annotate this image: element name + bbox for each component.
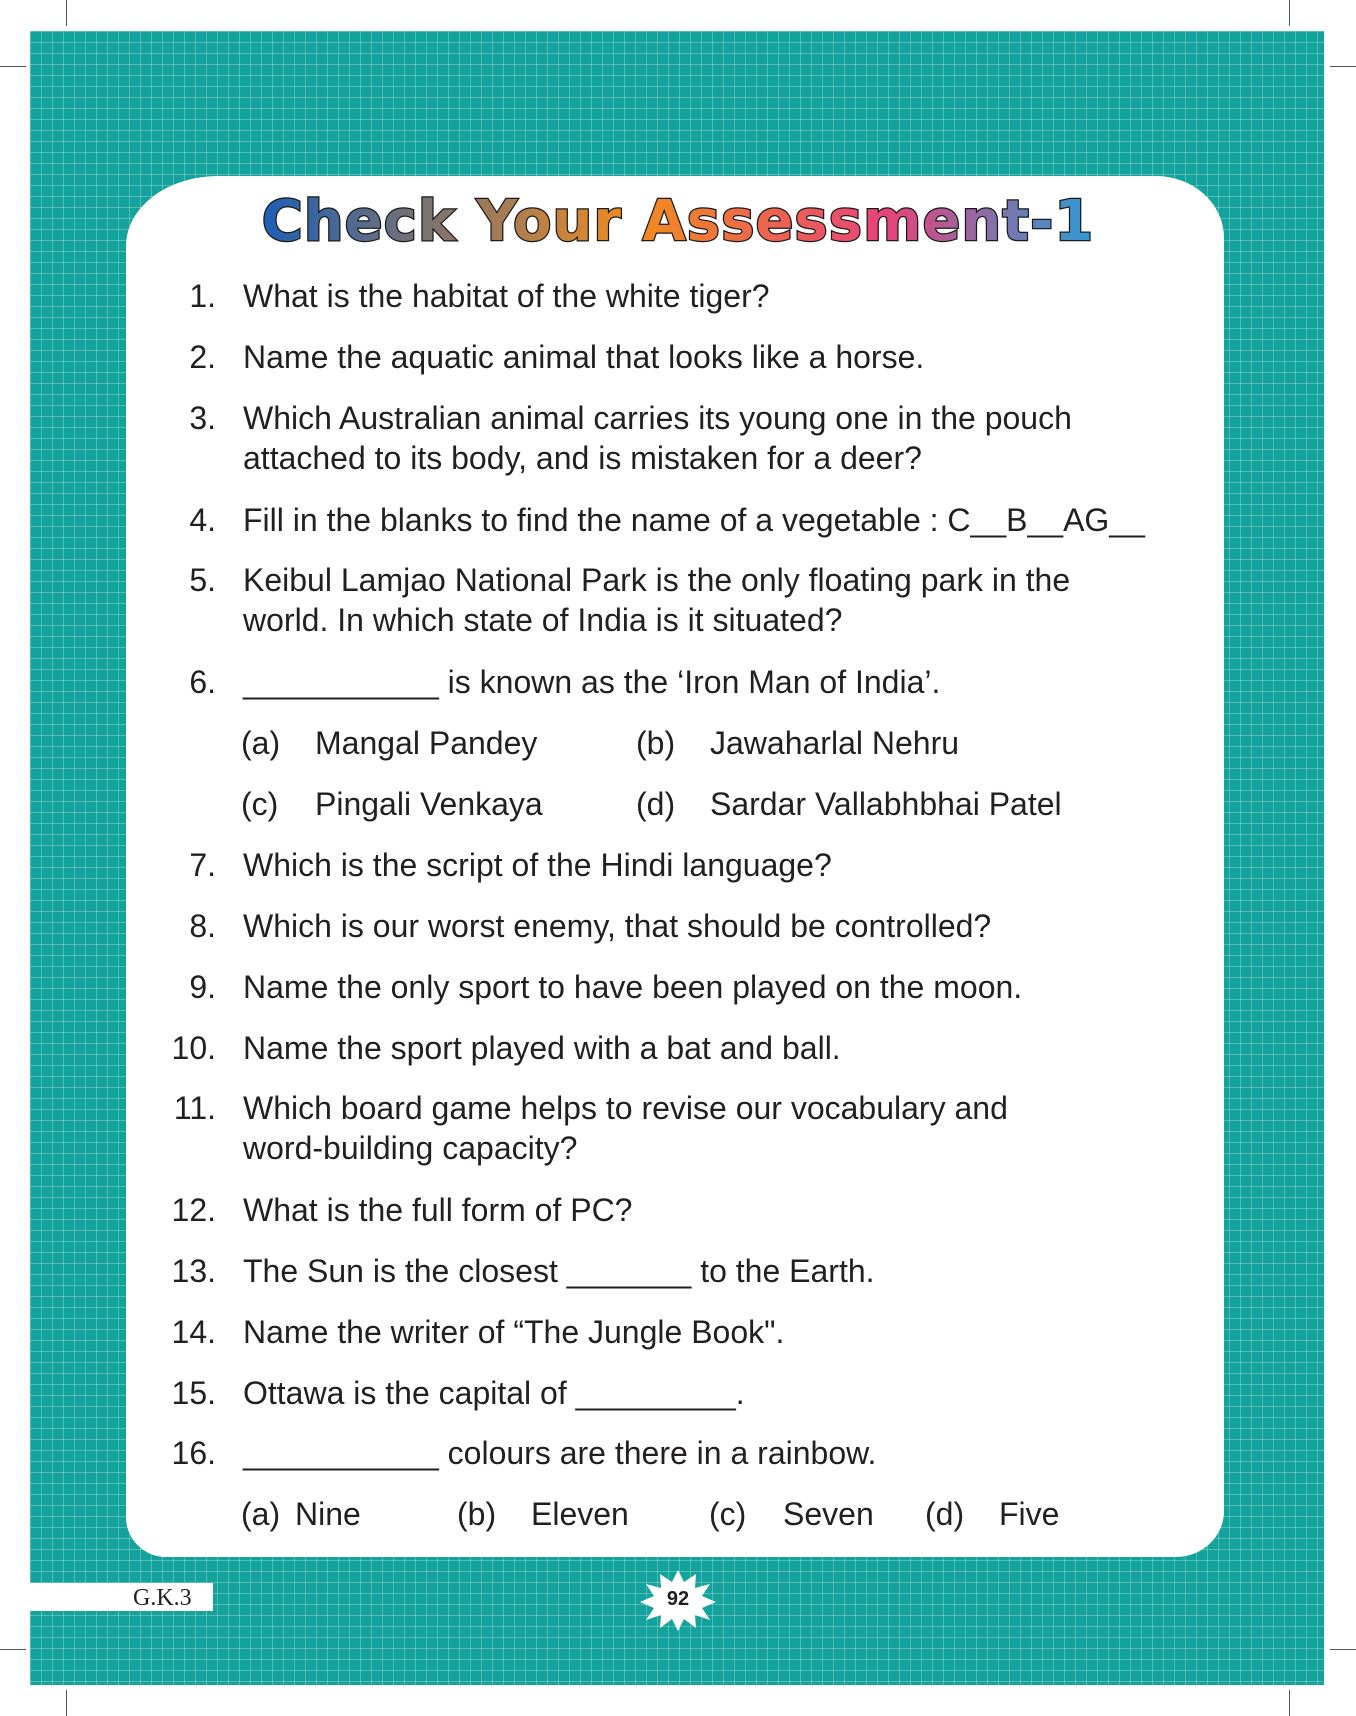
- option-label: (d): [925, 1496, 965, 1532]
- option-text: Eleven: [531, 1496, 629, 1532]
- question-number: 13.: [171, 1253, 216, 1289]
- option-label: (a): [241, 725, 281, 761]
- option-label: (d): [636, 786, 676, 822]
- page-title-svg: [218, 186, 1138, 256]
- option-6a: [241, 723, 537, 763]
- question-line: Which Australian animal carries its young one in the pouch: [243, 400, 1072, 436]
- question-line: ___________ is known as the ‘Iron Man of India’.: [243, 664, 941, 700]
- page-number: 92: [666, 1588, 690, 1610]
- option-6d: [636, 784, 1062, 824]
- option-label: (a): [241, 1496, 281, 1532]
- option-16c: [709, 1494, 874, 1534]
- crop-mark: [1289, 0, 1290, 26]
- option-16d: [925, 1494, 1059, 1534]
- question-text: [243, 1312, 1203, 1352]
- option-16b: [457, 1494, 629, 1534]
- question-line: Ottawa is the capital of _________.: [243, 1375, 745, 1411]
- question-text: [243, 845, 1203, 885]
- option-16a: [241, 1494, 361, 1534]
- question-text: [243, 1190, 1203, 1230]
- question-number: 15.: [171, 1375, 216, 1411]
- question-text: [243, 500, 1203, 540]
- question-text: [243, 337, 1203, 377]
- page-title-text: Check Your Assessment-1: [261, 189, 1095, 254]
- crop-mark: [1330, 1649, 1356, 1650]
- question-number: 5.: [189, 562, 216, 598]
- question-number: 2.: [189, 339, 216, 375]
- book-label: [30, 1583, 213, 1611]
- option-label: (c): [709, 1496, 747, 1532]
- question-line: Name the sport played with a bat and ball.: [243, 1030, 841, 1066]
- crop-mark: [66, 0, 67, 26]
- question-number: 6.: [189, 664, 216, 700]
- option-label: (b): [457, 1496, 497, 1532]
- option-text: Mangal Pandey: [315, 725, 538, 761]
- question-text: [243, 662, 1203, 702]
- question-text: [243, 1373, 1203, 1413]
- question-text: [243, 1251, 1203, 1291]
- question-line: world. In which state of India is it situated?: [243, 602, 843, 638]
- question-text: [243, 967, 1203, 1007]
- question-number: 12.: [171, 1192, 216, 1228]
- book-label-text: G.K.3: [133, 1585, 192, 1611]
- question-number: 10.: [171, 1030, 216, 1066]
- question-line: What is the habitat of the white tiger?: [243, 278, 770, 314]
- question-line: ___________ colours are there in a rainbow.: [243, 1435, 877, 1471]
- question-number: 3.: [189, 400, 216, 436]
- option-text: Jawaharlal Nehru: [710, 725, 960, 761]
- option-text: Five: [999, 1496, 1060, 1532]
- question-text: [243, 1028, 1203, 1068]
- page-title: [0, 186, 1356, 256]
- question-line: The Sun is the closest _______ to the Earth.: [243, 1253, 875, 1289]
- option-6b: [636, 723, 959, 763]
- question-line: Keibul Lamjao National Park is the only floating park in the: [243, 562, 1071, 598]
- question-number: 4.: [189, 502, 216, 538]
- question-number: 14.: [171, 1314, 216, 1350]
- question-number: 16.: [171, 1435, 216, 1471]
- question-line: Which is our worst enemy, that should be controlled?: [243, 908, 992, 944]
- crop-mark: [66, 1690, 67, 1716]
- option-6c: [241, 784, 543, 824]
- question-text: [243, 276, 1203, 316]
- question-line: attached to its body, and is mistaken for a deer?: [243, 440, 922, 476]
- question-text: [243, 398, 1203, 478]
- crop-mark: [0, 66, 26, 67]
- question-line: Fill in the blanks to find the name of a vegetable : C__B__AG__: [243, 502, 1145, 538]
- question-number: 1.: [189, 278, 216, 314]
- question-number: 9.: [189, 969, 216, 1005]
- question-text: [243, 1088, 1203, 1168]
- question-text: [243, 1433, 1203, 1473]
- option-label: (c): [241, 786, 279, 822]
- option-text: Pingali Venkaya: [315, 786, 543, 822]
- question-line: Name the writer of “The Jungle Book".: [243, 1314, 785, 1350]
- question-number: 8.: [189, 908, 216, 944]
- question-number: 7.: [189, 847, 216, 883]
- question-line: word-building capacity?: [243, 1130, 578, 1166]
- question-number: 11.: [173, 1090, 216, 1126]
- question-text: [243, 906, 1203, 946]
- crop-mark: [1289, 1690, 1290, 1716]
- question-text: [243, 560, 1203, 640]
- option-text: Nine: [295, 1496, 361, 1532]
- option-label: (b): [636, 725, 676, 761]
- question-line: What is the full form of PC?: [243, 1192, 633, 1228]
- question-line: Which board game helps to revise our vocabulary and: [243, 1090, 1008, 1126]
- option-text: Seven: [783, 1496, 874, 1532]
- question-line: Name the only sport to have been played on the moon.: [243, 969, 1023, 1005]
- crop-mark: [0, 1649, 26, 1650]
- crop-mark: [1330, 66, 1356, 67]
- option-text: Sardar Vallabhbhai Patel: [710, 786, 1062, 822]
- question-line: Name the aquatic animal that looks like a horse.: [243, 339, 925, 375]
- question-line: Which is the script of the Hindi language?: [243, 847, 832, 883]
